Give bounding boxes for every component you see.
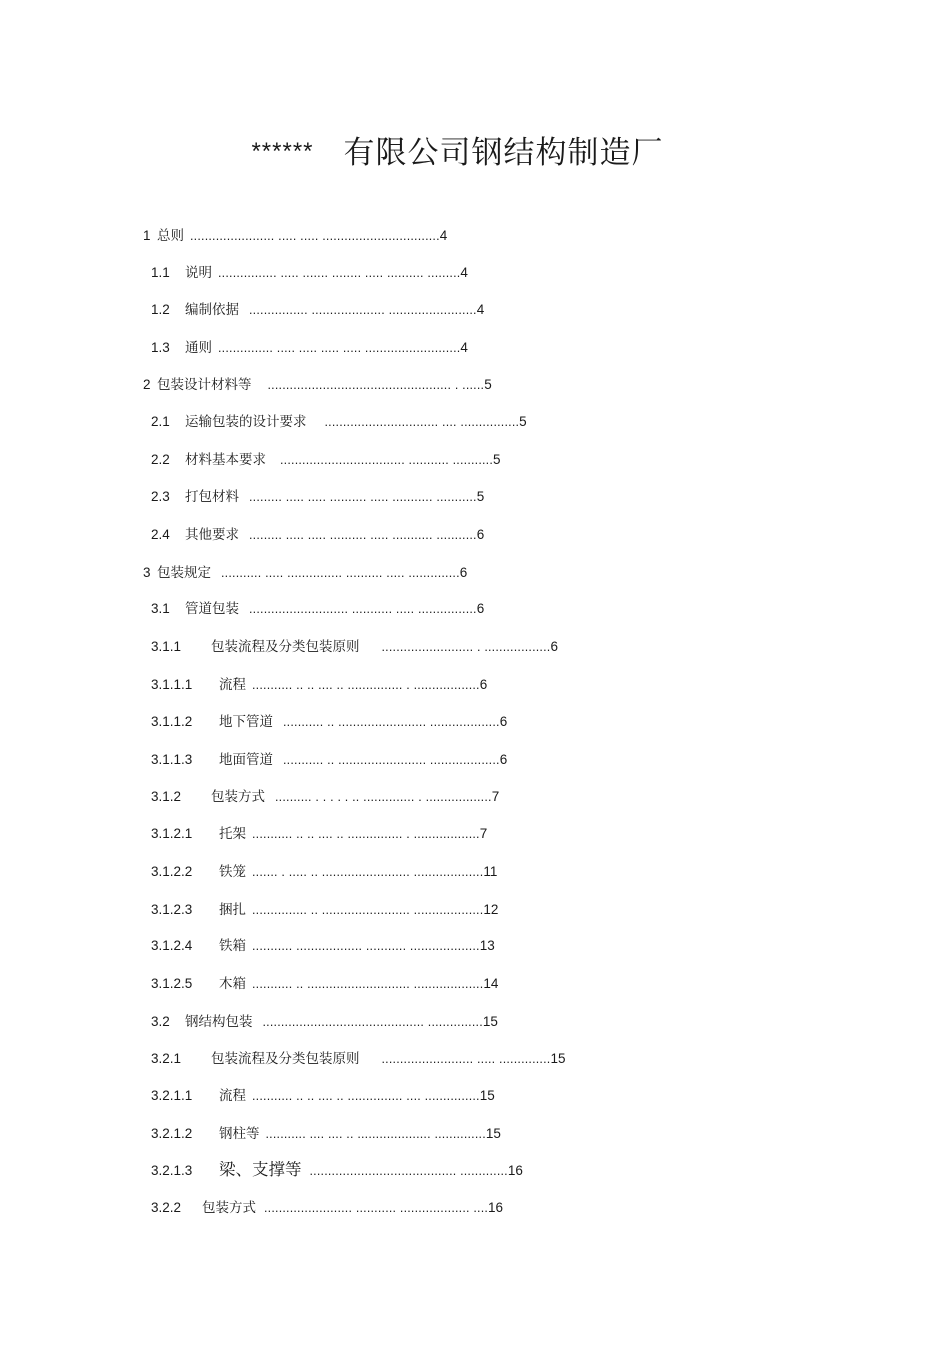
toc-entry-page: 14 bbox=[483, 976, 499, 991]
toc-entry-leader: ........................ ........... ................... .... bbox=[264, 1201, 489, 1215]
toc-entry-leader: ................ ..... ....... ........ ..... .......... ......... bbox=[218, 266, 461, 280]
toc-entry-page: 7 bbox=[479, 826, 488, 841]
toc-entry[interactable] bbox=[151, 752, 507, 768]
toc-entry[interactable] bbox=[151, 527, 484, 543]
toc-entry-number: 3.1.1 bbox=[151, 639, 182, 654]
toc-entry-leader: .................................. ........... ........... bbox=[280, 453, 494, 467]
toc-entry-number: 3.1.2.2 bbox=[151, 864, 193, 879]
toc-entry-number: 2 bbox=[143, 377, 151, 392]
title-stars: ****** bbox=[251, 138, 314, 165]
toc-entry-leader: ........... .. .. .... .. ............... . .................. bbox=[252, 827, 480, 841]
toc-entry-leader: ....... . ..... .. ........................ ................... bbox=[252, 865, 484, 879]
toc-entry-label: 总则 bbox=[157, 228, 184, 244]
toc-entry[interactable] bbox=[151, 902, 498, 918]
toc-entry-page: 6 bbox=[459, 565, 468, 580]
toc-entry-number: 2.3 bbox=[151, 489, 170, 504]
toc-entry-leader: .......... . . . . . .. .............. . .................. bbox=[275, 790, 492, 804]
toc-entry[interactable] bbox=[151, 414, 527, 430]
toc-entry-page: 15 bbox=[482, 1014, 498, 1029]
toc-entry-leader: ......... ..... ..... .......... ..... ........... ........... bbox=[249, 490, 477, 504]
toc-entry-number: 3.1.2.1 bbox=[151, 826, 193, 841]
toc-entry-page: 4 bbox=[460, 340, 468, 355]
toc-entry[interactable] bbox=[151, 265, 468, 281]
toc-entry-label: 包装方式 bbox=[202, 1200, 256, 1216]
document-title bbox=[0, 127, 915, 172]
toc-entry-page: 11 bbox=[483, 864, 498, 879]
toc-entry-leader: ............... .. ........................ ................... bbox=[252, 903, 484, 917]
toc-entry-page: 16 bbox=[488, 1200, 504, 1215]
toc-entry[interactable] bbox=[151, 826, 487, 842]
toc-entry-page: 15 bbox=[479, 1088, 495, 1103]
toc-entry-label: 流程 bbox=[219, 677, 246, 693]
toc-entry-number: 1 bbox=[143, 228, 151, 243]
toc-entry[interactable] bbox=[151, 1051, 566, 1067]
toc-entry-page: 6 bbox=[476, 601, 485, 616]
toc-entry-leader: ........... .. ........................ ................... bbox=[283, 753, 500, 767]
toc-entry-leader: ........... .... .... .. .................... .............. bbox=[265, 1127, 486, 1141]
toc-entry-label: 钢柱等 bbox=[219, 1126, 260, 1142]
toc-entry-number: 2.4 bbox=[151, 527, 170, 542]
toc-entry-page: 4 bbox=[439, 228, 448, 243]
toc-entry-page: 15 bbox=[550, 1051, 566, 1066]
toc-entry[interactable] bbox=[151, 302, 484, 318]
toc-entry-number: 3.1.2.4 bbox=[151, 938, 193, 953]
toc-entry[interactable] bbox=[151, 489, 484, 505]
toc-entry-label: 管道包装 bbox=[185, 601, 239, 617]
toc-entry-label: 梁、支撑等 bbox=[219, 1160, 302, 1179]
toc-entry-page: 6 bbox=[479, 677, 488, 692]
toc-entry-page: 15 bbox=[485, 1126, 501, 1141]
toc-entry[interactable] bbox=[151, 1200, 503, 1216]
toc-entry-number: 3.2.1.3 bbox=[151, 1163, 193, 1178]
toc-entry-number: 3.1.2 bbox=[151, 789, 182, 804]
toc-entry-leader: ........... .. .. .... .. ............... . .................. bbox=[252, 678, 480, 692]
toc-entry[interactable] bbox=[143, 565, 467, 581]
toc-entry-label: 木箱 bbox=[219, 976, 246, 992]
toc-entry-page: 6 bbox=[499, 714, 508, 729]
toc-entry-label: 包装流程及分类包装原则 bbox=[211, 639, 360, 655]
toc-entry-leader: ......... ..... ..... .......... ..... ........... ........... bbox=[249, 528, 477, 542]
toc-entry-label: 捆扎 bbox=[219, 902, 246, 918]
toc-entry[interactable] bbox=[151, 1088, 495, 1104]
toc-entry-label: 其他要求 bbox=[185, 527, 239, 543]
toc-entry-number: 2.2 bbox=[151, 452, 170, 467]
toc-entry-page: 5 bbox=[484, 377, 492, 392]
toc-entry-number: 1.2 bbox=[151, 302, 170, 317]
toc-entry-number: 3.1.1.2 bbox=[151, 714, 193, 729]
toc-entry[interactable] bbox=[151, 1126, 501, 1142]
toc-entry-leader: ........... .. ........................ ................... bbox=[283, 715, 500, 729]
toc-entry-leader: ....................... ..... ..... ................................ bbox=[190, 229, 440, 243]
toc-entry[interactable] bbox=[151, 864, 497, 880]
toc-entry-page: 6 bbox=[476, 527, 485, 542]
toc-entry[interactable] bbox=[151, 340, 468, 356]
toc-entry-leader: ............... ..... ..... ..... ..... .......................... bbox=[218, 341, 461, 355]
toc-entry-number: 3.1.2.5 bbox=[151, 976, 193, 991]
toc-entry-page: 6 bbox=[499, 752, 508, 767]
toc-entry[interactable] bbox=[143, 377, 492, 393]
toc-entry-number: 3.2.1.2 bbox=[151, 1126, 193, 1141]
toc-entry-label: 说明 bbox=[185, 265, 212, 281]
toc-entry-label: 通则 bbox=[185, 340, 212, 356]
toc-entry-label: 铁箱 bbox=[219, 938, 246, 954]
toc-entry[interactable] bbox=[151, 639, 558, 655]
toc-entry-leader: ................ .................... ........................ bbox=[249, 303, 477, 317]
toc-entry-page: 4 bbox=[476, 302, 485, 317]
toc-entry-number: 3.1.1.3 bbox=[151, 752, 193, 767]
toc-entry-leader: ........... .................. ........... ................... bbox=[252, 939, 480, 953]
toc-entry-leader: ........... .. .. .... .. ............... .... ............... bbox=[252, 1089, 480, 1103]
toc-entry-number: 3.2 bbox=[151, 1014, 170, 1029]
toc-entry-number: 3 bbox=[143, 565, 151, 580]
toc-entry-label: 托架 bbox=[219, 826, 246, 842]
toc-entry-leader: ........................... ........... ..... ................ bbox=[249, 602, 477, 616]
toc-entry-label: 地下管道 bbox=[219, 714, 273, 730]
toc-entry-number: 3.2.2 bbox=[151, 1200, 182, 1215]
toc-entry[interactable] bbox=[151, 1014, 498, 1030]
toc-entry-label: 钢结构包装 bbox=[185, 1014, 253, 1030]
toc-entry-label: 铁笼 bbox=[219, 864, 246, 880]
toc-entry-leader: .................................................. . ...... bbox=[267, 378, 485, 392]
toc-entry-number: 1.3 bbox=[151, 340, 170, 355]
toc-entry[interactable] bbox=[151, 789, 499, 805]
toc-entry-leader: ........... ..... ............... .......... ..... .............. bbox=[221, 566, 460, 580]
toc-entry-number: 3.1.2.3 bbox=[151, 902, 193, 917]
toc-entry-page: 7 bbox=[491, 789, 500, 804]
title-text: 有限公司钢结构制造厂 bbox=[343, 135, 664, 171]
toc-entry-label: 编制依据 bbox=[185, 302, 239, 318]
toc-entry-label: 包装流程及分类包装原则 bbox=[211, 1051, 360, 1067]
toc-entry-leader: ............................... .... ................ bbox=[324, 415, 520, 429]
toc-entry[interactable] bbox=[151, 714, 507, 730]
toc-entry[interactable] bbox=[151, 976, 498, 992]
toc-entry-leader: ......................... ..... .............. bbox=[381, 1052, 551, 1066]
toc-entry[interactable] bbox=[151, 938, 495, 954]
toc-entry-number: 3.1 bbox=[151, 601, 170, 616]
toc-entry-label: 包装设计材料等 bbox=[157, 377, 252, 393]
toc-entry-page: 6 bbox=[550, 639, 558, 654]
toc-entry-number: 2.1 bbox=[151, 414, 170, 429]
toc-entry-label: 打包材料 bbox=[185, 489, 239, 505]
toc-entry-leader: ........................................ ............. bbox=[309, 1164, 508, 1178]
toc-entry-leader: ............................................ ............... bbox=[262, 1015, 483, 1029]
toc-entry-page: 5 bbox=[476, 489, 485, 504]
toc-entry-number: 3.2.1 bbox=[151, 1051, 182, 1066]
toc-entry-number: 1.1 bbox=[151, 265, 170, 280]
toc-entry[interactable] bbox=[151, 677, 487, 693]
toc-entry[interactable] bbox=[151, 601, 484, 617]
toc-entry-page: 5 bbox=[493, 452, 501, 467]
toc-entry-number: 3.2.1.1 bbox=[151, 1088, 193, 1103]
toc-entry-label: 流程 bbox=[219, 1088, 246, 1104]
toc-entry-leader: ........... .. ............................ ................... bbox=[252, 977, 484, 991]
toc-entry-label: 材料基本要求 bbox=[185, 452, 266, 468]
toc-entry-page: 16 bbox=[507, 1163, 523, 1178]
toc-entry[interactable] bbox=[143, 228, 447, 244]
toc-entry-label: 运输包装的设计要求 bbox=[185, 414, 307, 430]
toc-entry-label: 包装规定 bbox=[157, 565, 211, 581]
toc-entry-leader: ......................... . .................. bbox=[381, 640, 551, 654]
toc-entry-page: 12 bbox=[483, 902, 499, 917]
toc-entry[interactable] bbox=[151, 452, 501, 468]
toc-entry-page: 5 bbox=[519, 414, 527, 429]
toc-entry[interactable] bbox=[151, 1162, 523, 1179]
toc-entry-number: 3.1.1.1 bbox=[151, 677, 193, 692]
toc-entry-label: 包装方式 bbox=[211, 789, 265, 805]
toc-entry-label: 地面管道 bbox=[219, 752, 273, 768]
toc-entry-page: 4 bbox=[460, 265, 468, 280]
toc-entry-page: 13 bbox=[479, 938, 495, 953]
